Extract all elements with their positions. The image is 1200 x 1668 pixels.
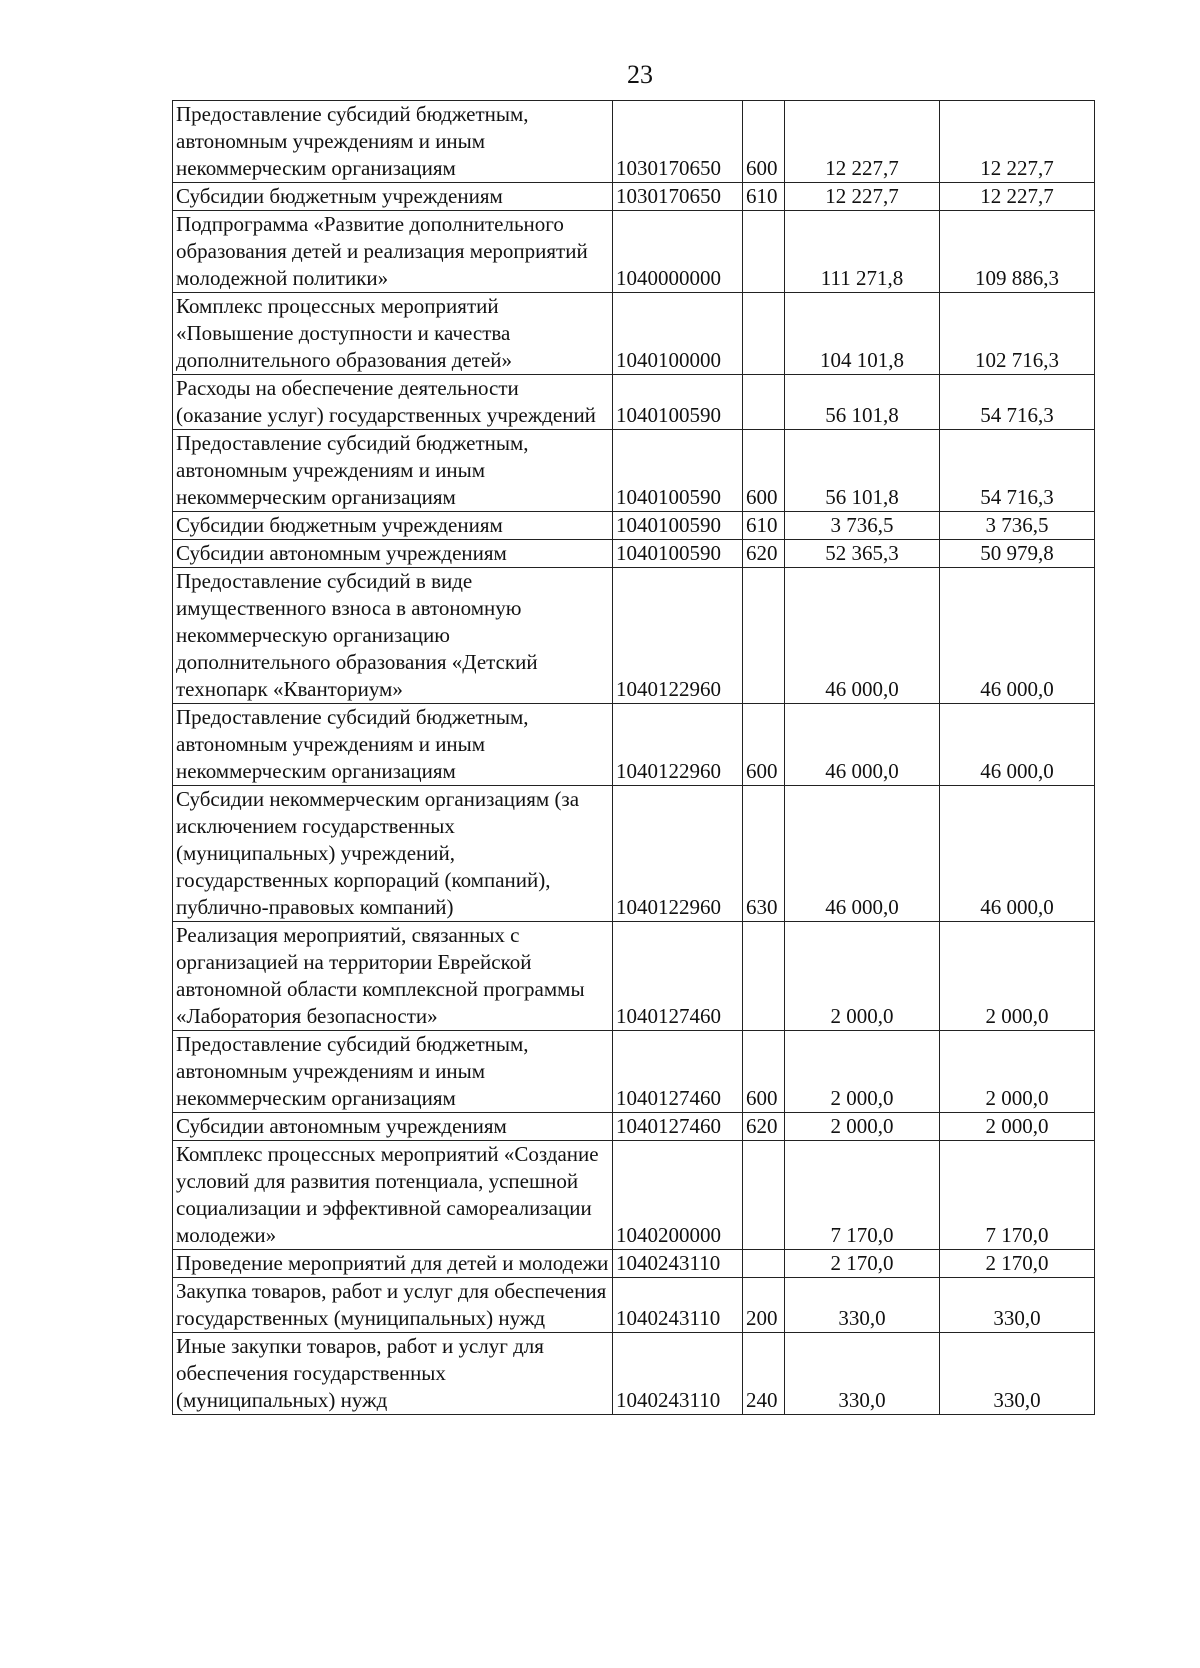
table-row: [173, 512, 1095, 540]
row-amount-second: 54 716,3: [940, 375, 1095, 430]
row-expense-type: 200: [743, 1278, 785, 1333]
row-name: Предоставление субсидий в виде имущественного взноса в автономную некоммерческую организацию дополнительного образования «Детский технопарк «Кванториум»: [173, 568, 613, 704]
row-amount-second: 46 000,0: [940, 786, 1095, 922]
row-name: Закупка товаров, работ и услуг для обеспечения государственных (муниципальных) нужд: [173, 1278, 613, 1333]
row-expense-type: 600: [743, 430, 785, 512]
row-amount-first: 12 227,7: [785, 101, 940, 183]
row-expense-type: 240: [743, 1333, 785, 1415]
table-row: [173, 101, 1095, 183]
row-amount-first: 52 365,3: [785, 540, 940, 568]
table-row: [173, 183, 1095, 211]
budget-table-body: [173, 101, 1095, 1415]
row-expense-type: 630: [743, 786, 785, 922]
table-row: [173, 430, 1095, 512]
row-name: Комплекс процессных мероприятий «Повышение доступности и качества дополнительного образования детей»: [173, 293, 613, 375]
row-target-code: 1040122960: [613, 704, 743, 786]
table-row: [173, 375, 1095, 430]
table-row: [173, 1031, 1095, 1113]
row-amount-first: 330,0: [785, 1333, 940, 1415]
row-expense-type: 620: [743, 540, 785, 568]
row-name: Подпрограмма «Развитие дополнительного образования детей и реализация мероприятий молодежной политики»: [173, 211, 613, 293]
row-amount-second: 102 716,3: [940, 293, 1095, 375]
row-name: Предоставление субсидий бюджетным, автономным учреждениям и иным некоммерческим организациям: [173, 704, 613, 786]
row-amount-second: 109 886,3: [940, 211, 1095, 293]
table-row: [173, 786, 1095, 922]
table-row: [173, 1113, 1095, 1141]
table-row: [173, 211, 1095, 293]
row-expense-type: 600: [743, 101, 785, 183]
table-row: [173, 293, 1095, 375]
row-amount-first: 46 000,0: [785, 568, 940, 704]
row-expense-type: [743, 1250, 785, 1278]
row-amount-second: 7 170,0: [940, 1141, 1095, 1250]
row-expense-type: [743, 568, 785, 704]
row-name: Субсидии некоммерческим организациям (за исключением государственных (муниципальных) учреждений, государственных корпораций (компаний), публично-правовых компаний): [173, 786, 613, 922]
row-name: Комплекс процессных мероприятий «Создание условий для развития потенциала, успешной социализации и эффективной самореализации молодежи»: [173, 1141, 613, 1250]
row-name: Субсидии бюджетным учреждениям: [173, 183, 613, 211]
row-amount-first: 2 170,0: [785, 1250, 940, 1278]
row-amount-first: 12 227,7: [785, 183, 940, 211]
row-target-code: 1040243110: [613, 1278, 743, 1333]
budget-table: [172, 100, 1095, 1415]
row-expense-type: 600: [743, 1031, 785, 1113]
row-name: Предоставление субсидий бюджетным, автономным учреждениям и иным некоммерческим организациям: [173, 430, 613, 512]
row-amount-second: 2 000,0: [940, 922, 1095, 1031]
table-row: [173, 540, 1095, 568]
row-amount-first: 7 170,0: [785, 1141, 940, 1250]
row-amount-second: 2 000,0: [940, 1031, 1095, 1113]
row-target-code: 1040122960: [613, 568, 743, 704]
row-target-code: 1040127460: [613, 922, 743, 1031]
row-amount-first: 56 101,8: [785, 375, 940, 430]
row-amount-second: 330,0: [940, 1278, 1095, 1333]
row-amount-second: 330,0: [940, 1333, 1095, 1415]
row-amount-second: 54 716,3: [940, 430, 1095, 512]
row-name: Расходы на обеспечение деятельности (оказание услуг) государственных учреждений: [173, 375, 613, 430]
row-name: Субсидии автономным учреждениям: [173, 540, 613, 568]
row-amount-first: 2 000,0: [785, 922, 940, 1031]
row-expense-type: [743, 211, 785, 293]
row-amount-second: 2 000,0: [940, 1113, 1095, 1141]
row-target-code: 1030170650: [613, 101, 743, 183]
row-target-code: 1040100590: [613, 375, 743, 430]
row-amount-first: 56 101,8: [785, 430, 940, 512]
row-name: Субсидии бюджетным учреждениям: [173, 512, 613, 540]
row-name: Иные закупки товаров, работ и услуг для обеспечения государственных (муниципальных) нужд: [173, 1333, 613, 1415]
row-amount-second: 12 227,7: [940, 101, 1095, 183]
table-row: [173, 922, 1095, 1031]
row-target-code: 1040243110: [613, 1333, 743, 1415]
row-name: Субсидии автономным учреждениям: [173, 1113, 613, 1141]
table-row: [173, 568, 1095, 704]
table-row: [173, 1250, 1095, 1278]
row-name: Предоставление субсидий бюджетным, автономным учреждениям и иным некоммерческим организациям: [173, 1031, 613, 1113]
row-target-code: 1040100590: [613, 430, 743, 512]
row-expense-type: [743, 375, 785, 430]
row-target-code: 1040100000: [613, 293, 743, 375]
page-number: 23: [627, 60, 653, 89]
row-amount-second: 50 979,8: [940, 540, 1095, 568]
row-expense-type: 600: [743, 704, 785, 786]
row-amount-first: 104 101,8: [785, 293, 940, 375]
row-target-code: 1030170650: [613, 183, 743, 211]
row-amount-first: 46 000,0: [785, 786, 940, 922]
row-name: Реализация мероприятий, связанных с организацией на территории Еврейской автономной области комплексной программы «Лаборатория безопасности»: [173, 922, 613, 1031]
row-target-code: 1040127460: [613, 1031, 743, 1113]
row-amount-second: 12 227,7: [940, 183, 1095, 211]
row-expense-type: 610: [743, 512, 785, 540]
row-target-code: 1040200000: [613, 1141, 743, 1250]
table-row: [173, 1278, 1095, 1333]
row-expense-type: [743, 922, 785, 1031]
row-amount-second: 2 170,0: [940, 1250, 1095, 1278]
row-target-code: 1040000000: [613, 211, 743, 293]
table-row: [173, 1333, 1095, 1415]
row-amount-first: 2 000,0: [785, 1113, 940, 1141]
row-target-code: 1040100590: [613, 540, 743, 568]
row-name: Проведение мероприятий для детей и молодежи: [173, 1250, 613, 1278]
row-expense-type: 620: [743, 1113, 785, 1141]
row-amount-first: 2 000,0: [785, 1031, 940, 1113]
row-target-code: 1040127460: [613, 1113, 743, 1141]
row-amount-first: 111 271,8: [785, 211, 940, 293]
row-amount-first: 330,0: [785, 1278, 940, 1333]
row-amount-second: 3 736,5: [940, 512, 1095, 540]
row-amount-first: 46 000,0: [785, 704, 940, 786]
row-target-code: 1040100590: [613, 512, 743, 540]
row-expense-type: 610: [743, 183, 785, 211]
table-row: [173, 1141, 1095, 1250]
row-target-code: 1040122960: [613, 786, 743, 922]
row-expense-type: [743, 1141, 785, 1250]
table-row: [173, 704, 1095, 786]
row-amount-second: 46 000,0: [940, 704, 1095, 786]
row-amount-second: 46 000,0: [940, 568, 1095, 704]
row-amount-first: 3 736,5: [785, 512, 940, 540]
row-expense-type: [743, 293, 785, 375]
row-target-code: 1040243110: [613, 1250, 743, 1278]
row-name: Предоставление субсидий бюджетным, автономным учреждениям и иным некоммерческим организациям: [173, 101, 613, 183]
